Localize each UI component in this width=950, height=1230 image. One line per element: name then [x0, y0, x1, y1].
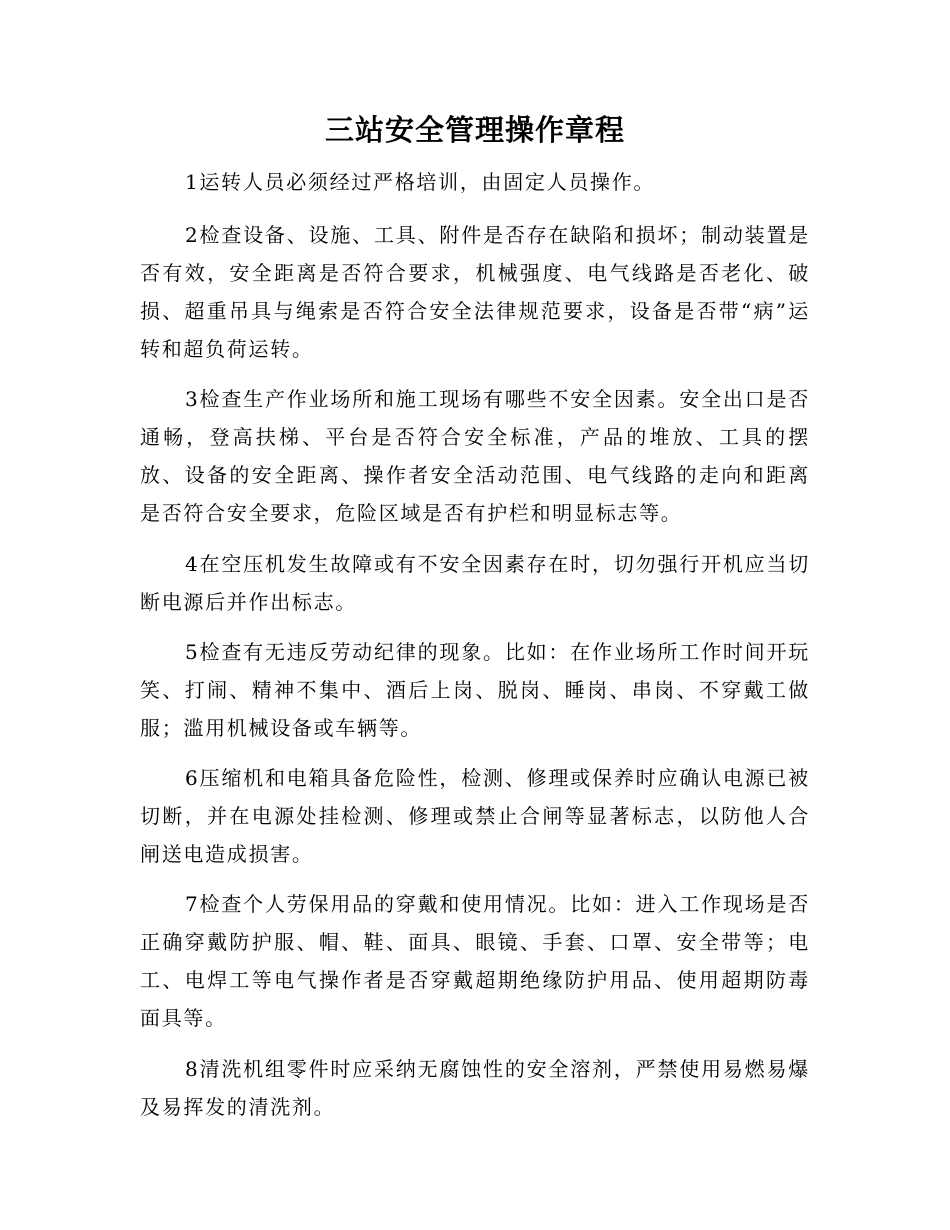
rule-paragraph-5: 5检查有无违反劳动纪律的现象。比如：在作业场所工作时间开玩笑、打闹、精神不集中、酒后上岗、脱岗、睡岗、串岗、不穿戴工做服；滥用机械设备或车辆等。 [140, 640, 810, 740]
rule-paragraph-7: 7检查个人劳保用品的穿戴和使用情况。比如：进入工作现场是否正确穿戴防护服、帽、鞋、面具、眼镜、手套、口罩、安全带等；电工、电焊工等电气操作者是否穿戴超期绝缘防护用品、使用超期防毒面具等。 [140, 892, 810, 1030]
rule-paragraph-2: 2检查设备、设施、工具、附件是否存在缺陷和损坏；制动装置是否有效，安全距离是否符合要求，机械强度、电气线路是否老化、破损、超重吊具与绳索是否符合安全法律规范要求，设备是否带“病”运转和超负荷运转。 [140, 223, 810, 361]
rule-paragraph-1: 1运转人员必须经过严格培训，由固定人员操作。 [185, 170, 656, 194]
rule-paragraph-6: 6压缩机和电箱具备危险性，检测、修理或保养时应确认电源已被切断，并在电源处挂检测、修理或禁止合闸等显著标志，以防他人合闸送电造成损害。 [140, 766, 810, 866]
rule-paragraph-3: 3检查生产作业场所和施工现场有哪些不安全因素。安全出口是否通畅，登高扶梯、平台是否符合安全标准，产品的堆放、工具的摆放、设备的安全距离、操作者安全活动范围、电气线路的走向和距离是否符合安全要求，危险区域是否有护栏和明显标志等。 [140, 387, 810, 525]
document-title: 三站安全管理操作章程 [324, 113, 625, 147]
rule-paragraph-8: 8清洗机组零件时应采纳无腐蚀性的安全溶剂，严禁使用易燃易爆及易挥发的清洗剂。 [140, 1057, 810, 1119]
rule-paragraph-4: 4在空压机发生故障或有不安全因素存在时，切勿强行开机应当切断电源后并作出标志。 [140, 552, 810, 614]
